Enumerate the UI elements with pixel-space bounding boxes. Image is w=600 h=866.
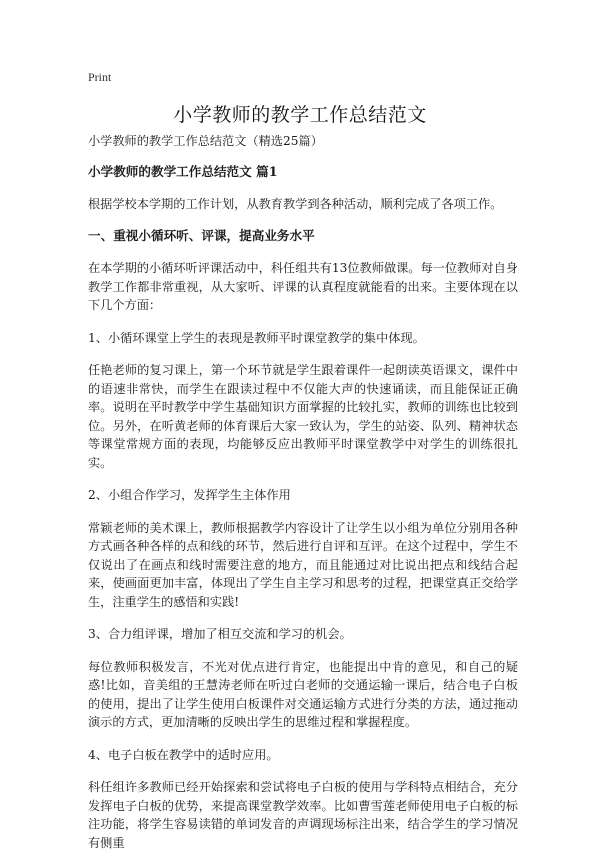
list-item-3: 3、合力组评课，增加了相互交流和学习的机会。 — [88, 627, 352, 641]
paragraph-4: 每位教师积极发言，不光对优点进行肯定，也能提出中肯的意见，和自己的疑惑!比如，音美组的王慧涛老师在听过白老师的交通运输一课后，结合电子白板的使用，提出了让学生使用白板课件对交通运输方式进行分类的方法，通过拖动演示的方式，更加清晰的反映出学生的思维过程和掌握程度。 — [88, 659, 518, 729]
paragraph-2: 任艳老师的复习课上，第一个环节就是学生跟着课件一起朗读英语课文，课件中的语速非常快，而学生在跟读过程中不仅能大声的快速诵读，而且能保证正确率。说明在平时教学中学生基础知识方面掌握的比较扎实，教师的训练也比较到位。另外，在听黄老师的体育课后大家一致认为，学生的站姿、队列、精神状态等课堂常规方面的表现，均能够反应出教师平时课堂教学中对学生的训练很扎实。 — [88, 363, 518, 470]
list-item-4: 4、电子白板在教学中的适时应用。 — [88, 747, 279, 762]
list-item-2: 2、小组合作学习，发挥学生主体作用 — [88, 488, 291, 502]
heading-1: 一、重视小循环听、评课，提高业务水平 — [88, 228, 315, 243]
paragraph-1: 在本学期的小循环听评课活动中，科任组共有13位教师做课。每一位教师对自身教学工作都非常重视，从大家听、评课的认真程度就能看的出来。主要体现在以下几个方面： — [88, 261, 518, 312]
print-link[interactable]: Print — [88, 70, 112, 84]
intro-paragraph: 根据学校本学期的工作计划，从教育教学到各种活动，顺利完成了各项工作。 — [88, 196, 503, 211]
document-subtitle: 小学教师的教学工作总结范文（精选25篇） — [88, 134, 323, 148]
document-title: 小学教师的教学工作总结范文 — [173, 104, 427, 126]
paragraph-5: 科任组许多教师已经开始探索和尝试将电子白板的使用与学科特点相结合，充分发挥电子白板的优势，来提高课堂教学效率。比如曹雪莲老师使用电子白板的标注功能，将学生容易读错的单词发音的声调现场标注出来，结合学生的学习情况有侧重 — [88, 780, 518, 850]
list-item-1: 1、小循环课堂上学生的表现是教师平时课堂教学的集中体现。 — [88, 330, 425, 345]
section-heading: 小学教师的教学工作总结范文 篇1 — [88, 163, 278, 179]
paragraph-3: 常颖老师的美术课上，教师根据教学内容设计了让学生以小组为单位分别用各种方式画各种各样的点和线的环节，然后进行自评和互评。在这个过程中，学生不仅说出了在画点和线时需要注意的地方，而且能通过对比说出把点和线结合起来，使画面更加丰富，体现出了学生自主学习和思考的过程，把课堂真正交给学生，注重学生的感悟和实践! — [88, 520, 518, 609]
document-body — [88, 132, 518, 866]
